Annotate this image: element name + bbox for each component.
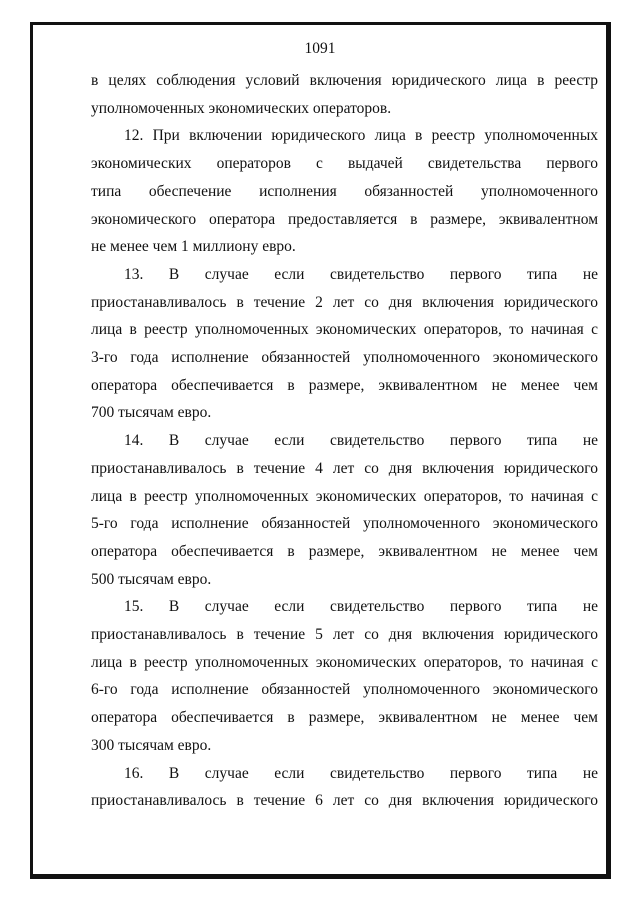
text-line: 700 тысячам евро.	[91, 404, 212, 422]
text-line: не менее чем 1 миллиону евро.	[91, 238, 296, 256]
text-line: 15. В случае если свидетельство первого типа не	[124, 598, 598, 616]
text-line: приостанавливалось в течение 5 лет со дня включения юридического	[91, 626, 598, 644]
text-line: экономического оператора предоставляется в размере, эквивалентном	[91, 210, 598, 228]
text-line: 300 тысячам евро.	[91, 736, 212, 754]
text-line: приостанавливалось в течение 4 лет со дня включения юридического	[91, 459, 598, 477]
page-number: 1091	[304, 40, 336, 57]
paragraph-item-15	[91, 593, 598, 759]
text-line: приостанавливалось в течение 6 лет со дня включения юридического	[91, 792, 598, 810]
paragraph-item-14	[91, 427, 598, 593]
text-line: уполномоченных экономических операторов.	[91, 99, 392, 117]
text-line: экономических операторов с выдачей свидетельства первого	[91, 155, 598, 173]
text-line: 16. В случае если свидетельство первого типа не	[124, 764, 598, 782]
paragraph-continuation	[91, 67, 598, 122]
text-line: оператора обеспечивается в размере, эквивалентном не менее чем	[91, 542, 598, 560]
text-line: лица в реестр уполномоченных экономических операторов, то начиная с	[91, 321, 598, 339]
text-line: 6-го года исполнение обязанностей уполномоченного экономического	[91, 681, 598, 699]
paragraph-item-12	[91, 122, 598, 261]
text-line: оператора обеспечивается в размере, эквивалентном не менее чем	[91, 709, 598, 727]
paragraph-item-16	[91, 760, 598, 815]
paragraph-item-13	[91, 261, 598, 427]
document-body	[91, 67, 598, 815]
text-line: 14. В случае если свидетельство первого типа не	[124, 432, 598, 450]
text-line: 12. При включении юридического лица в реестр уполномоченных	[124, 127, 598, 145]
text-line: 13. В случае если свидетельство первого типа не	[124, 265, 598, 283]
text-line: оператора обеспечивается в размере, эквивалентном не менее чем	[91, 376, 598, 394]
text-line: приостанавливалось в течение 2 лет со дня включения юридического	[91, 293, 598, 311]
text-line: 5-го года исполнение обязанностей уполномоченного экономического	[91, 515, 598, 533]
text-line: 3-го года исполнение обязанностей уполномоченного экономического	[91, 349, 598, 367]
text-line: типа обеспечение исполнения обязанностей уполномоченного	[91, 182, 598, 200]
text-line: лица в реестр уполномоченных экономических операторов, то начиная с	[91, 653, 598, 671]
text-line: в целях соблюдения условий включения юридического лица в реестр	[91, 72, 598, 89]
text-line: лица в реестр уполномоченных экономических операторов, то начиная с	[91, 487, 598, 505]
text-line: 500 тысячам евро.	[91, 570, 212, 588]
